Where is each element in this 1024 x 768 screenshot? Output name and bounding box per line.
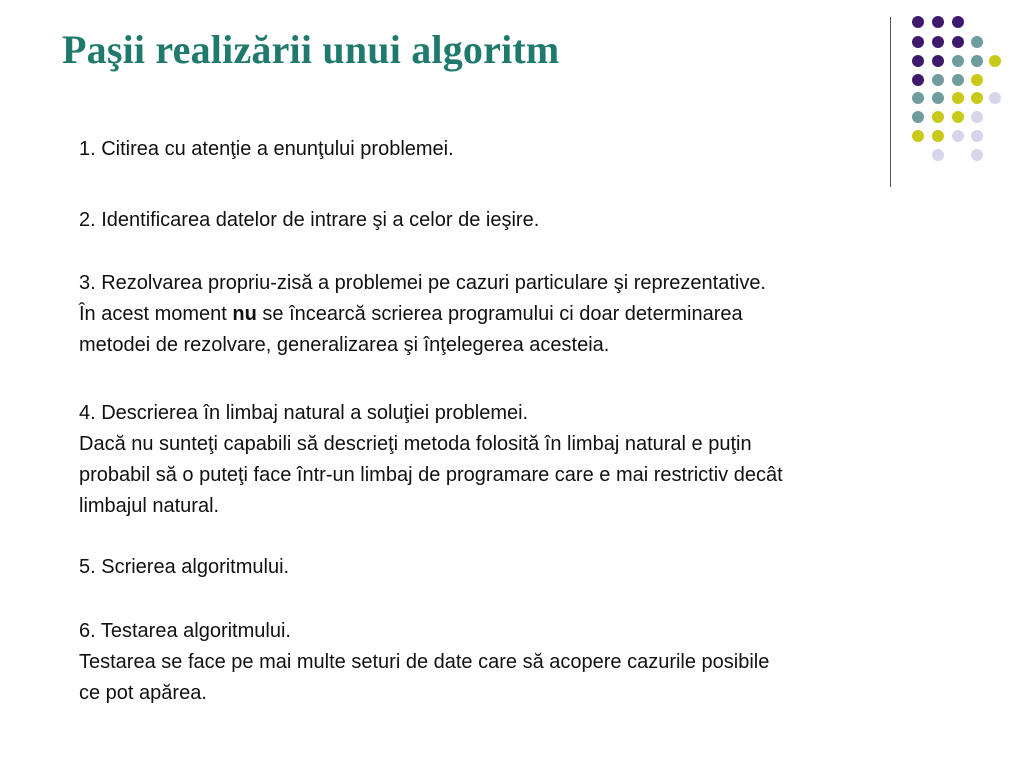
step-1-text: 1. Citirea cu atenţie a enunţului problemei. <box>79 138 454 160</box>
step-3-detail-line-1 <box>79 299 766 330</box>
decorative-dot <box>932 16 944 28</box>
decorative-dot <box>932 92 944 104</box>
decorative-dot <box>912 92 924 104</box>
decorative-dot <box>989 92 1001 104</box>
step-6-detail-line-1: Testarea se face pe mai multe seturi de date care să acopere cazurile posibile <box>79 651 770 673</box>
step-3-detail-suffix: se încearcă scrierea programului ci doar determinarea <box>256 303 743 325</box>
step-3 <box>79 268 766 361</box>
decorative-dot-grid <box>0 0 1024 200</box>
decorative-dot <box>971 55 983 67</box>
step-1 <box>79 134 454 165</box>
decorative-dot <box>971 130 983 142</box>
decorative-dot <box>932 111 944 123</box>
decorative-dot <box>971 36 983 48</box>
decorative-dot <box>912 36 924 48</box>
decorative-dot <box>952 36 964 48</box>
step-2-text: 2. Identificarea datelor de intrare şi a celor de ieşire. <box>79 209 540 231</box>
step-6 <box>79 616 769 709</box>
step-4-detail-line-2: probabil să o puteţi face într-un limbaj de programare care e mai restrictiv decât <box>79 464 783 486</box>
decorative-dot <box>952 92 964 104</box>
step-5 <box>79 552 289 583</box>
decorative-dot <box>932 149 944 161</box>
decorative-dot <box>952 111 964 123</box>
decorative-dot <box>932 130 944 142</box>
decorative-dot <box>989 55 1001 67</box>
decorative-dot <box>952 130 964 142</box>
step-6-detail-line-2: ce pot apărea. <box>79 682 207 704</box>
step-3-detail-prefix: În acest moment <box>79 303 233 325</box>
step-3-emphasis: nu <box>232 303 257 325</box>
decorative-dot <box>952 16 964 28</box>
decorative-dot <box>912 55 924 67</box>
step-4-heading: 4. Descrierea în limbaj natural a soluţiei problemei. <box>79 402 529 424</box>
step-4 <box>79 398 783 522</box>
step-6-heading: 6. Testarea algoritmului. <box>79 620 291 642</box>
decorative-dot <box>932 55 944 67</box>
step-2 <box>79 205 539 236</box>
step-3-detail-line-2: metodei de rezolvare, generalizarea şi înţelegerea acesteia. <box>79 334 610 356</box>
decorative-dot <box>912 16 924 28</box>
slide-title: Paşii realizării unui algoritm <box>62 27 560 72</box>
decorative-dot <box>932 74 944 86</box>
step-4-detail-line-1: Dacă nu sunteţi capabili să descrieţi metoda folosită în limbaj natural e puţin <box>79 433 752 455</box>
step-5-text: 5. Scrierea algoritmului. <box>79 556 290 578</box>
decorative-dot <box>971 149 983 161</box>
decorative-dot <box>912 74 924 86</box>
step-4-detail-line-3: limbajul natural. <box>79 495 220 517</box>
decorative-dot <box>971 111 983 123</box>
decorative-dot <box>952 74 964 86</box>
decorative-dot <box>912 111 924 123</box>
decorative-dot <box>952 55 964 67</box>
decorative-dot <box>932 36 944 48</box>
decorative-dot <box>971 74 983 86</box>
step-3-heading: 3. Rezolvarea propriu-zisă a problemei pe cazuri particulare şi reprezentative. <box>79 272 766 294</box>
decorative-dot <box>912 130 924 142</box>
decorative-dot <box>971 92 983 104</box>
